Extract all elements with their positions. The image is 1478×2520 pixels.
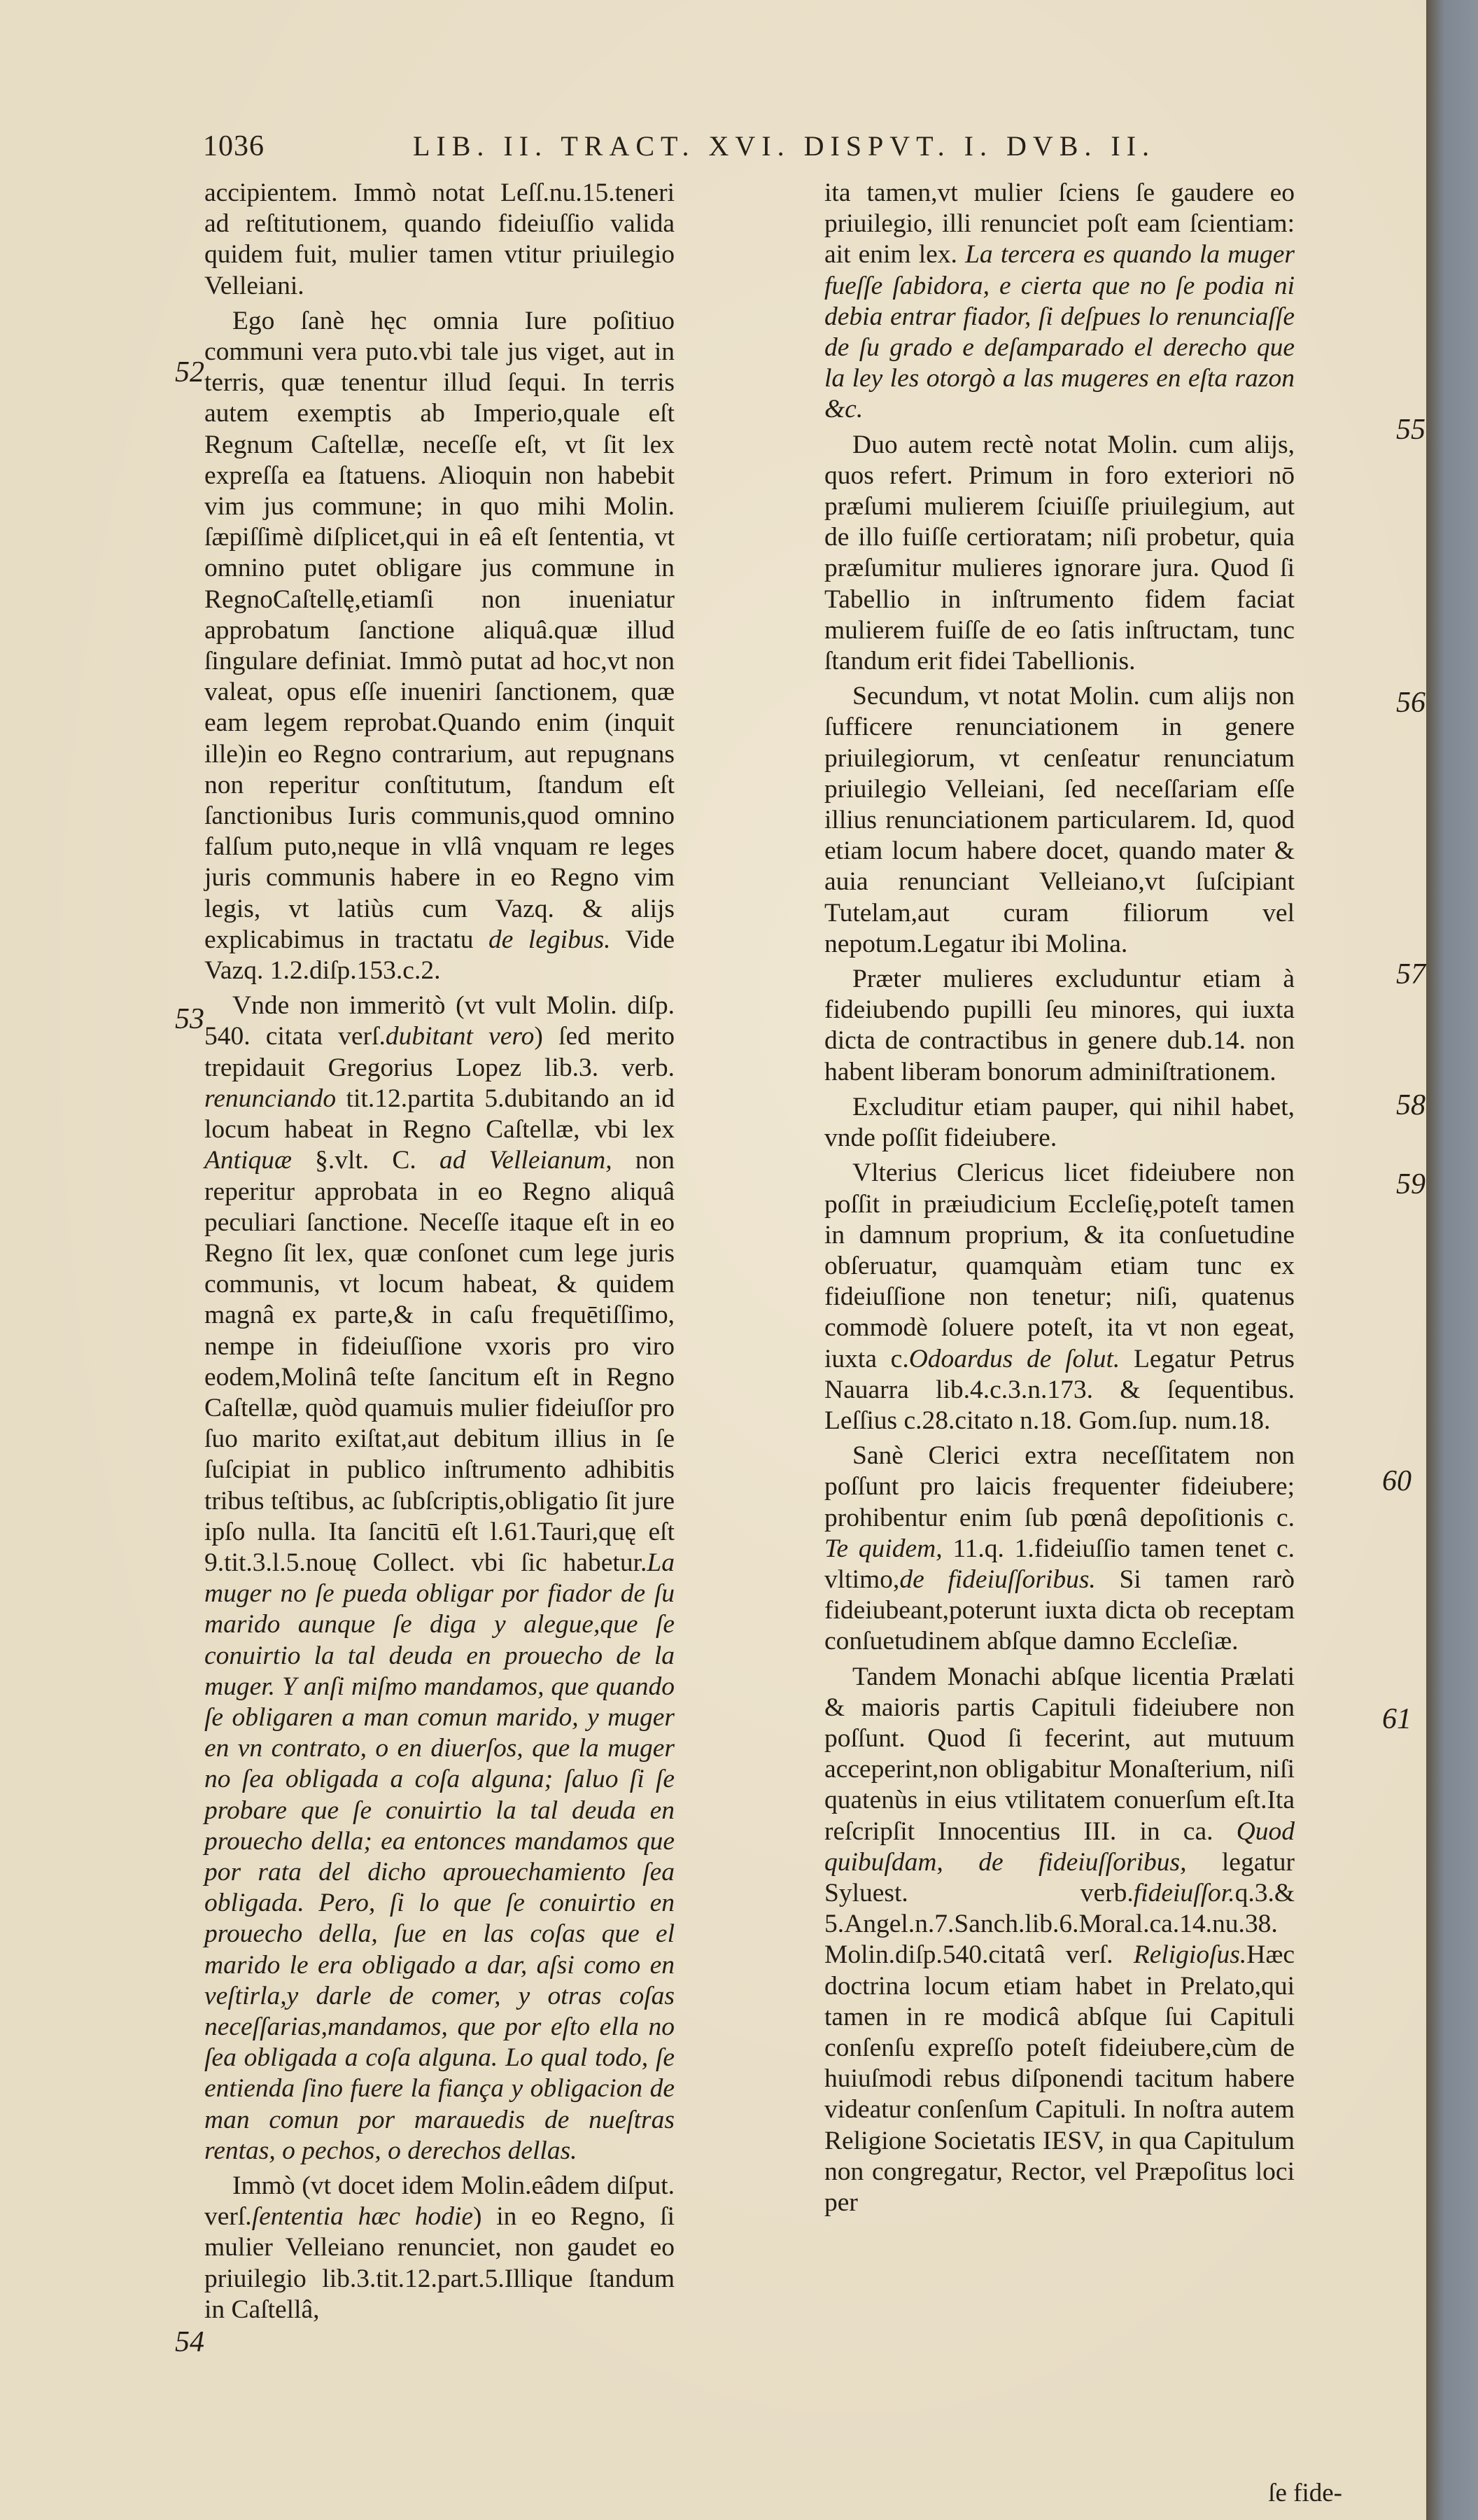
- paragraph-52: Ego ſanè hęc omnia Iure poſitiuo communi vera puto.vbi tale jus viget, aut in terris, quæ tenentur illud ſequi. In terris autem exemptis ab Imperio,quale eſt Regnum Caſtellæ, neceſſe eſt, vt ſit lex expreſſa ea ſtatuens. Alioquin non habebit vim jus commune; in quo mihi Molin. ſæpiſſimè diſplicet,qui in eâ eſt ſententia, vt omnino putet obligare jus commune in RegnoCaſtellę,etiamſi non inueniatur approbatum ſanctione aliquâ.quæ illud ſingulare definiat. Immò putat ad hoc,vt non valeat, opus eſſe inueniri ſanctionem, quæ eam legem reprobat.Quando enim (inquit ille)in eo Regno contrarium, aut repugnans non reperitur conſtitutum, ſtandum eſt ſanctionibus Iuris communis,quod omnino falſum puto,neque in vllâ vnquam re leges juris communis habere in eo Regno vim legis, vt latiùs cum Vazq. & alijs explicabimus in tractatu de legibus. Vide Vazq. 1.2.diſp.153.c.2.: [204, 306, 675, 986]
- spanish-law-quote: La tercera es quando la muger fueſſe ſabidora, e cierta que no ſe podia ni debia entrar fiador, ſi deſpues lo renunciaſſe de ſu grado e deſamparado el derecho que la ley les otorgò a las mugeres en eſta razon &c.: [824, 240, 1295, 424]
- paragraph-54: Immò (vt docet idem Molin.eâdem diſput. verſ.ſententia hæc hodie) in eo Regno, ſi mulier Velleiano renunciet, non gaudet eo priuilegio lib.3.tit.12.part.5.Illique ſtandum in Caſtellâ,: [204, 2171, 675, 2324]
- paragraph-55: Duo autem rectè notat Molin. cum alijs, quos refert. Primum in foro exteriori nō præſumi mulierem ſciuiſſe priuilegium, aut de illo fuiſſe certioratam; niſi probetur, quia præſumitur mulieres ignorare jura. Quod ſi Tabellio in inſtrumento fidem faciat mulierem fuiſſe de eo ſatis inſtructam, tunc ſtandum erit fidei Tabellionis.: [824, 430, 1295, 676]
- margin-number-56: 56: [1396, 687, 1426, 719]
- paragraph: ita tamen,vt mulier ſciens ſe gaudere eo priuilegio, illi renunciet poſt eam ſcientiam: ait enim lex. La tercera es quando la muger fueſſe ſabidora, e cierta que no ſe podia ni debia entrar fiador, ſi deſpues lo renunciaſſe de ſu grado e deſamparado el derecho que la ley les otorgò a las mugeres en eſta razon &c.: [824, 178, 1295, 424]
- paragraph-53: Vnde non immeritò (vt vult Molin. diſp. 540. citata verſ.dubitant vero) ſed merito trepidauit Gregorius Lopez lib.3. verb. renunciando tit.12.partita 5.dubitando an id locum habeat in Regno Caſtellæ, vbi lex Antiquæ §.vlt. C. ad Velleianum, non reperitur approbata in eo Regno aliquâ peculiari ſanctione. Neceſſe itaque eſt in eo Regno ſit lex, quæ conſonet cum lege juris communis, vt locum habeat, & quidem magnâ ex parte,& in caſu frequētiſſimo, nempe in fideiuſſione vxoris pro viro eodem,Molinâ teſte ſancitum eſt in Regno Caſtellæ, quòd quamuis mulier fideiuſſor pro ſuo marito exiſtat,aut debitum illius in ſe ſuſcipiat in publico inſtrumento adhibitis tribus teſtibus, ac ſubſcriptis,obligatio ſit jure ipſo nulla. Ita ſancitū eſt l.61.Tauri,quę eſt 9.tit.3.l.5.nouę Collect. vbi ſic habetur.La muger no ſe pueda obligar por fiador de ſu marido aunque ſe diga y alegue,que ſe conuirtio la tal deuda en prouecho de la muger. Y anſi miſmo mandamos, que quando ſe obligaren a man comun marido, y muger en vn contrato, o en diuerſos, que la muger no ſea obligada a coſa alguna; ſaluo ſi ſe probare que ſe conuirtio la tal deuda en prouecho della; ea entonces mandamos que por rata del dicho aprouechamiento ſea obligada. Pero, ſi lo que ſe conuirtio en prouecho della, ſue en las coſas que el marido le era obligado a dar, aſsi como en veſtirla,y darle de comer, y otras coſas neceſſarias,mandamos, que por eſto ella no ſea obligada a coſa alguna. Lo qual todo, ſe entienda ſino fuere la fiança y obligacion de man comun por marauedis de nueſtras rentas, o pechos, o derechos dellas.: [204, 991, 675, 2165]
- margin-number-59: 59: [1396, 1168, 1426, 1200]
- margin-number-53: 53: [175, 1003, 204, 1035]
- paragraph-57: Præter mulieres excluduntur etiam à fideiubendo pupilli ſeu minores, qui iuxta dicta de contractibus in genere dub.14. non habent liberam bonorum adminiſtrationem.: [824, 965, 1295, 1086]
- margin-number-54: 54: [175, 2326, 204, 2358]
- paragraph: accipientem. Immò notat Leſſ.nu.15.teneri ad reſtitutionem, quando fideiuſſio valida quidem fuit, mulier tamen vtitur priuilegio Velleiani.: [204, 178, 675, 300]
- page-header: [203, 130, 1400, 172]
- paragraph-60: Sanè Clerici extra neceſſitatem non poſſunt pro laicis frequenter fideiubere; prohibentur enim ſub pœnâ depoſitionis c. Te quidem, 11.q. 1.fideiuſſio tamen tenet c. vltimo,de fideiuſſoribus. Si tamen rarò fideiubeant,poterunt iuxta dicta ob receptam conſuetudinem abſque damno Eccleſiæ.: [824, 1441, 1295, 1656]
- paragraph-56: Secundum, vt notat Molin. cum alijs non ſufficere renunciationem in genere priuilegiorum, vt cenſeatur renunciatum priuilegio Velleiani, ſed neceſſariam eſſe illius renunciationem particularem. Id, quod etiam locum habere docet, quando mater & auia renunciant Velleiano,vt ſuſcipiant Tutelam,aut curam filiorum vel nepotum.Legatur ibi Molina.: [824, 682, 1295, 958]
- folio-number: 1036: [203, 130, 265, 162]
- paragraph-59: Vlterius Clericus licet fideiubere non poſſit in præiudicium Eccleſię,poteſt tamen in damnum proprium, & ita conſuetudine obſeruatur, quamquàm etiam tunc ex fideiuſſione non tenetur; niſi, quatenus commodè ſoluere poteſt, ita vt non egeat, iuxta c.Odoardus de ſolut. Legatur Petrus Nauarra lib.4.c.3.n.173. & ſequentibus. Leſſius c.28.citato n.18. Gom.ſup. num.18.: [824, 1158, 1295, 1435]
- catchword: ſe fide-: [1268, 2479, 1342, 2507]
- running-head: LIB. II. TRACT. XVI. DISPVT. I. DVB. II.: [413, 130, 1156, 162]
- page-edge-background: [1426, 0, 1478, 2520]
- right-column: [824, 178, 1295, 2222]
- margin-number-52: 52: [175, 356, 204, 388]
- spanish-law-quote: La muger no ſe pueda obligar por fiador de ſu marido aunque ſe diga y alegue,que ſe conuirtio la tal deuda en prouecho de la muger. Y anſi miſmo mandamos, que quando ſe obligaren a man comun marido, y muger en vn contrato, o en diuerſos, que la muger no ſea obligada a coſa alguna; ſaluo ſi ſe probare que ſe conuirtio la tal deuda en prouecho della; ea entonces mandamos que por rata del dicho aprouechamiento ſea obligada. Pero, ſi lo que ſe conuirtio en prouecho della, ſue en las coſas que el marido le era obligado a dar, aſsi como en veſtirla,y darle de comer, y otras coſas neceſſarias,mandamos, que por eſto ella no ſea obligada a coſa alguna. Lo qual todo, ſe entienda ſino fuere la fiança y obligacion de man comun por marauedis de nueſtras rentas, o pechos, o derechos dellas.: [204, 1548, 675, 2165]
- margin-number-57: 57: [1396, 958, 1426, 990]
- paragraph-61: Tandem Monachi abſque licentia Prælati & maioris partis Capituli fideiubere non poſſunt. Quod ſi fecerint, aut mutuum acceperint,non obligabitur Monaſterium, niſi quatenùs in eius vtilitatem conuerſum eſt.Ita reſcripſit Innocentius III. in ca. Quod quibuſdam, de fideiuſſoribus, legatur Syluest. verb.fideiuſſor.q.3.& 5.Angel.n.7.Sanch.lib.6.Moral.ca.14.nu.38. Molin.diſp.540.citatâ verſ. Religioſus.Hæc doctrina locum etiam habet in Prelato,qui tamen in re modicâ abſque ſui Capituli conſenſu expreſſo poteſt fideiubere,cùm de huiuſmodi rebus diſponendi tacitum habere videatur conſenſum Capituli. In noſtra autem Religione Societatis IESV, in qua Capitulum non congregatur, Rector, vel Præpoſitus loci per: [824, 1662, 1295, 2217]
- margin-number-60: 60: [1382, 1465, 1412, 1497]
- left-column: [204, 178, 675, 2330]
- margin-number-58: 58: [1396, 1089, 1426, 1121]
- margin-number-61: 61: [1382, 1703, 1412, 1735]
- margin-number-55: 55: [1396, 414, 1426, 446]
- paragraph-58: Excluditur etiam pauper, qui nihil habet, vnde poſſit fideiubere.: [824, 1092, 1295, 1153]
